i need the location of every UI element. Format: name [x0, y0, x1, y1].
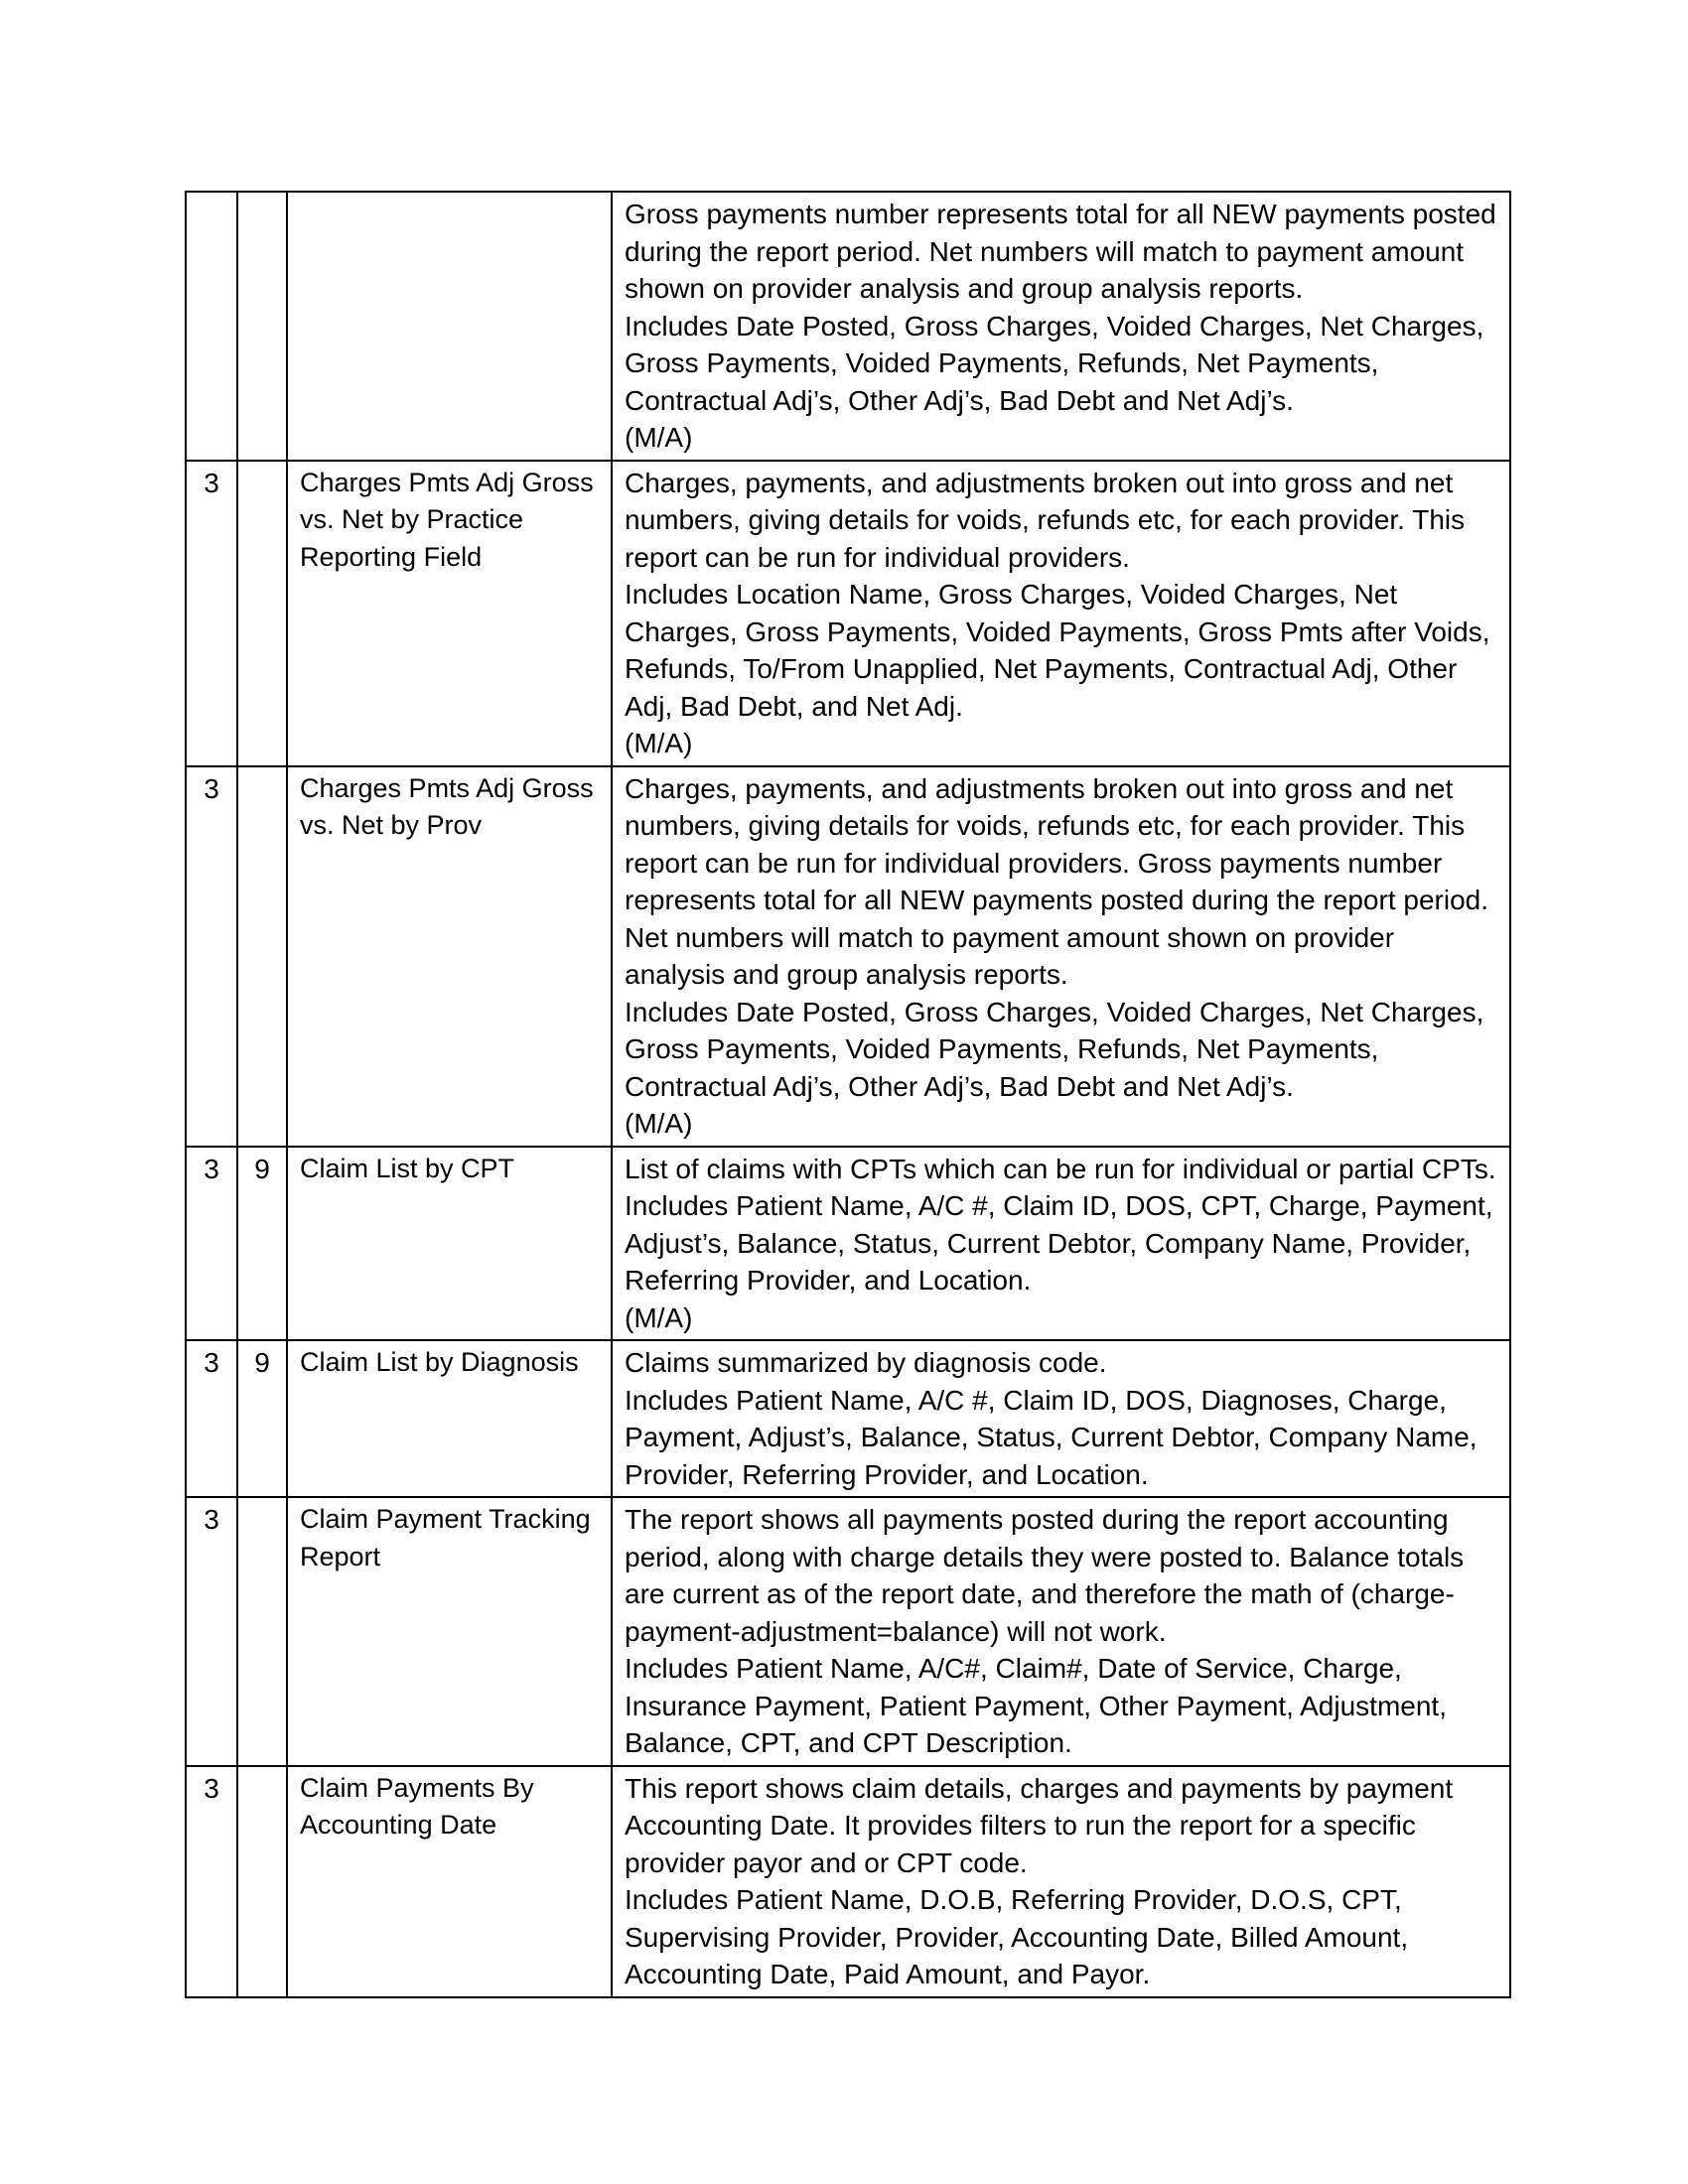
cell-section-number — [237, 461, 287, 766]
description-paragraph: Includes Location Name, Gross Charges, Voided Charges, Net Charges, Gross Payments, Voided Payments, Gross Pmts after Voids, Refunds, To/From Unapplied, Net Payments, Contractual Adj, Other Adj, Bad Debt, and Net Adj. — [625, 579, 1490, 722]
table-row — [186, 1340, 1510, 1497]
cell-report-description — [612, 1497, 1510, 1766]
cell-section-number: 9 — [237, 1340, 287, 1497]
cell-report-description — [612, 1340, 1510, 1497]
cell-report-description — [612, 461, 1510, 766]
cell-report-name: Charges Pmts Adj Gross vs. Net by Practice Reporting Field — [287, 461, 612, 766]
cell-report-description — [612, 1766, 1510, 1997]
description-paragraph: (M/A) — [625, 1301, 693, 1333]
description-paragraph: (M/A) — [625, 1108, 693, 1139]
cell-report-description — [612, 1147, 1510, 1341]
cell-report-name: Claim Payment Tracking Report — [287, 1497, 612, 1766]
table-row — [186, 192, 1510, 461]
cell-section-number — [237, 1766, 287, 1997]
description-paragraph: The report shows all payments posted during the report accounting period, along with charge details they were posted to. Balance totals are current as of the report date, and therefore the math of (charge-payment-adjustment=balance) will not work. — [625, 1504, 1465, 1647]
description-paragraph: (M/A) — [625, 728, 693, 758]
description-paragraph: (M/A) — [625, 422, 693, 453]
cell-report-name — [287, 192, 612, 461]
cell-module-number: 3 — [186, 461, 237, 766]
description-paragraph: Includes Patient Name, D.O.B, Referring Provider, D.O.S, CPT, Supervising Provider, Provider, Accounting Date, Billed Amount, Accounting Date, Paid Amount, and Payor. — [625, 1884, 1409, 1989]
description-paragraph: Includes Patient Name, A/C#, Claim#, Date of Service, Charge, Insurance Payment, Patient Payment, Other Payment, Adjustment, Balance, CPT, and CPT Description. — [625, 1653, 1447, 1758]
cell-report-name: Charges Pmts Adj Gross vs. Net by Prov — [287, 766, 612, 1147]
cell-module-number — [186, 192, 237, 461]
cell-report-name: Claim List by Diagnosis — [287, 1340, 612, 1497]
cell-section-number: 9 — [237, 1147, 287, 1341]
cell-module-number: 3 — [186, 1766, 237, 1997]
description-paragraph: This report shows claim details, charges and payments by payment Accounting Date. It provides filters to run the report for a specific provider payor and or CPT code. — [625, 1772, 1454, 1878]
cell-section-number — [237, 1497, 287, 1766]
description-paragraph: Includes Date Posted, Gross Charges, Voided Charges, Net Charges, Gross Payments, Voided Payments, Refunds, Net Payments, Contractual Adj’s, Other Adj’s, Bad Debt and Net Adj’s. — [625, 996, 1484, 1102]
table-row — [186, 1497, 1510, 1766]
description-paragraph: Charges, payments, and adjustments broken out into gross and net numbers, giving details for voids, refunds etc, for each provider. This report can be run for individual providers. Gross payments number represents total for all NEW payments posted during the report period. Net numbers will match to payment amount shown on provider analysis and group analysis reports. — [625, 772, 1488, 990]
description-paragraph: Gross payments number represents total for all NEW payments posted during the report period. Net numbers will match to payment amount shown on provider analysis and group analysis reports. — [625, 199, 1496, 304]
cell-module-number: 3 — [186, 766, 237, 1147]
cell-report-description — [612, 192, 1510, 461]
description-paragraph: Charges, payments, and adjustments broken out into gross and net numbers, giving details for voids, refunds etc, for each provider. This report can be run for individual providers. — [625, 467, 1466, 573]
description-paragraph: Includes Patient Name, A/C #, Claim ID, DOS, CPT, Charge, Payment, Adjust’s, Balance, Status, Current Debtor, Company Name, Provider, Referring Provider, and Location. — [625, 1190, 1493, 1296]
cell-section-number — [237, 766, 287, 1147]
cell-section-number — [237, 192, 287, 461]
description-paragraph: Claims summarized by diagnosis code. — [625, 1347, 1107, 1378]
description-paragraph: Includes Patient Name, A/C #, Claim ID, DOS, Diagnoses, Charge, Payment, Adjust’s, Balance, Status, Current Debtor, Company Name, Provider, Referring Provider, and Location. — [625, 1384, 1477, 1490]
description-paragraph: List of claims with CPTs which can be run for individual or partial CPTs. — [625, 1153, 1496, 1184]
cell-report-description — [612, 766, 1510, 1147]
table-row — [186, 1766, 1510, 1997]
cell-report-name: Claim List by CPT — [287, 1147, 612, 1341]
cell-module-number: 3 — [186, 1147, 237, 1341]
reports-table-body — [186, 192, 1510, 1997]
reports-table — [185, 191, 1511, 1998]
table-row — [186, 766, 1510, 1147]
cell-module-number: 3 — [186, 1340, 237, 1497]
table-row — [186, 1147, 1510, 1341]
cell-report-name: Claim Payments By Accounting Date — [287, 1766, 612, 1997]
cell-module-number: 3 — [186, 1497, 237, 1766]
description-paragraph: Includes Date Posted, Gross Charges, Voided Charges, Net Charges, Gross Payments, Voided Payments, Refunds, Net Payments, Contractual Adj’s, Other Adj’s, Bad Debt and Net Adj’s. — [625, 310, 1484, 416]
table-row — [186, 461, 1510, 766]
